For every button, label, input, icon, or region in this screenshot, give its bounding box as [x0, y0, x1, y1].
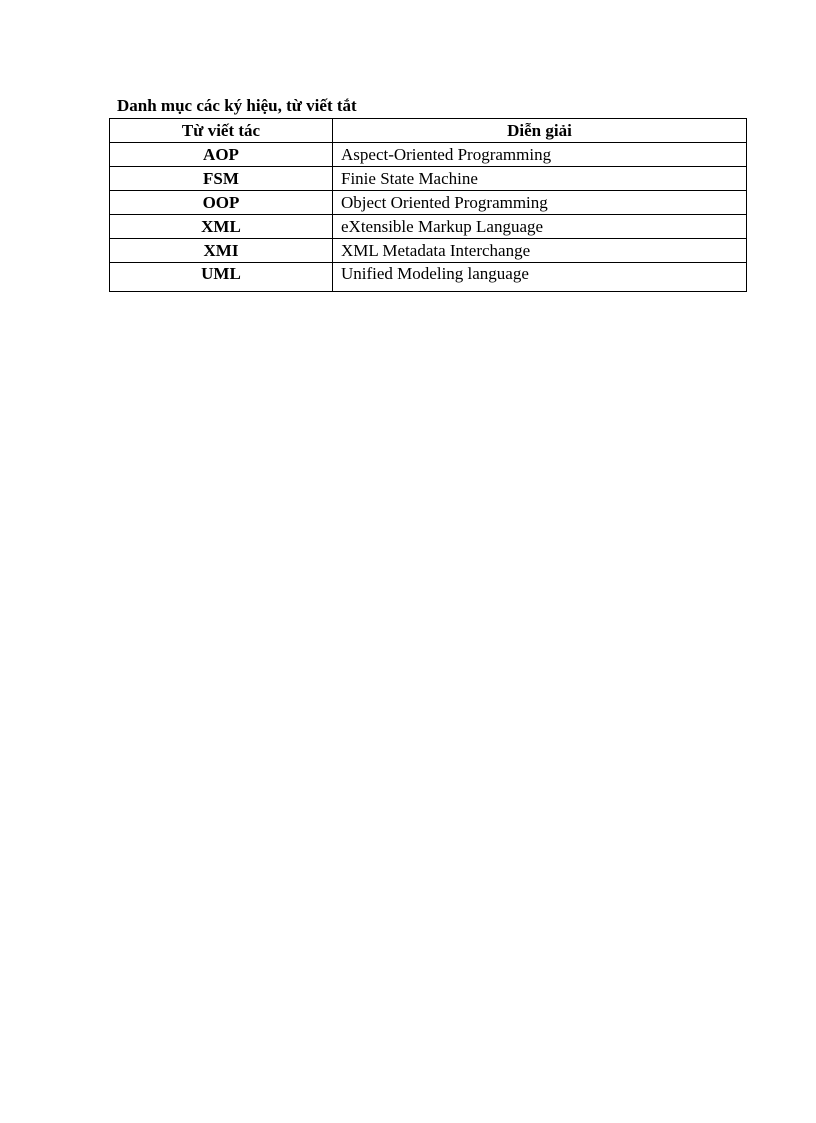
table-row: [110, 263, 747, 292]
column-header-abbreviation: Từ viết tác: [110, 119, 333, 143]
table-row: [110, 143, 747, 167]
abbreviation-cell: FSM: [110, 167, 333, 191]
description-cell: Unified Modeling language: [333, 263, 747, 292]
abbreviation-cell: AOP: [110, 143, 333, 167]
description-cell: eXtensible Markup Language: [333, 215, 747, 239]
description-cell: Finie State Machine: [333, 167, 747, 191]
table-row: [110, 239, 747, 263]
abbreviation-cell: UML: [110, 263, 333, 292]
table-row: [110, 215, 747, 239]
page-title: Danh mục các ký hiệu, từ viết tắt: [117, 96, 357, 115]
column-header-description: Diễn giải: [333, 119, 747, 143]
abbreviation-cell: OOP: [110, 191, 333, 215]
table-row: [110, 191, 747, 215]
description-cell: Object Oriented Programming: [333, 191, 747, 215]
abbreviation-cell: XMI: [110, 239, 333, 263]
description-cell: XML Metadata Interchange: [333, 239, 747, 263]
description-cell: Aspect-Oriented Programming: [333, 143, 747, 167]
abbreviation-cell: XML: [110, 215, 333, 239]
abbreviation-table: [109, 118, 747, 292]
table-header-row: [110, 119, 747, 143]
table-row: [110, 167, 747, 191]
